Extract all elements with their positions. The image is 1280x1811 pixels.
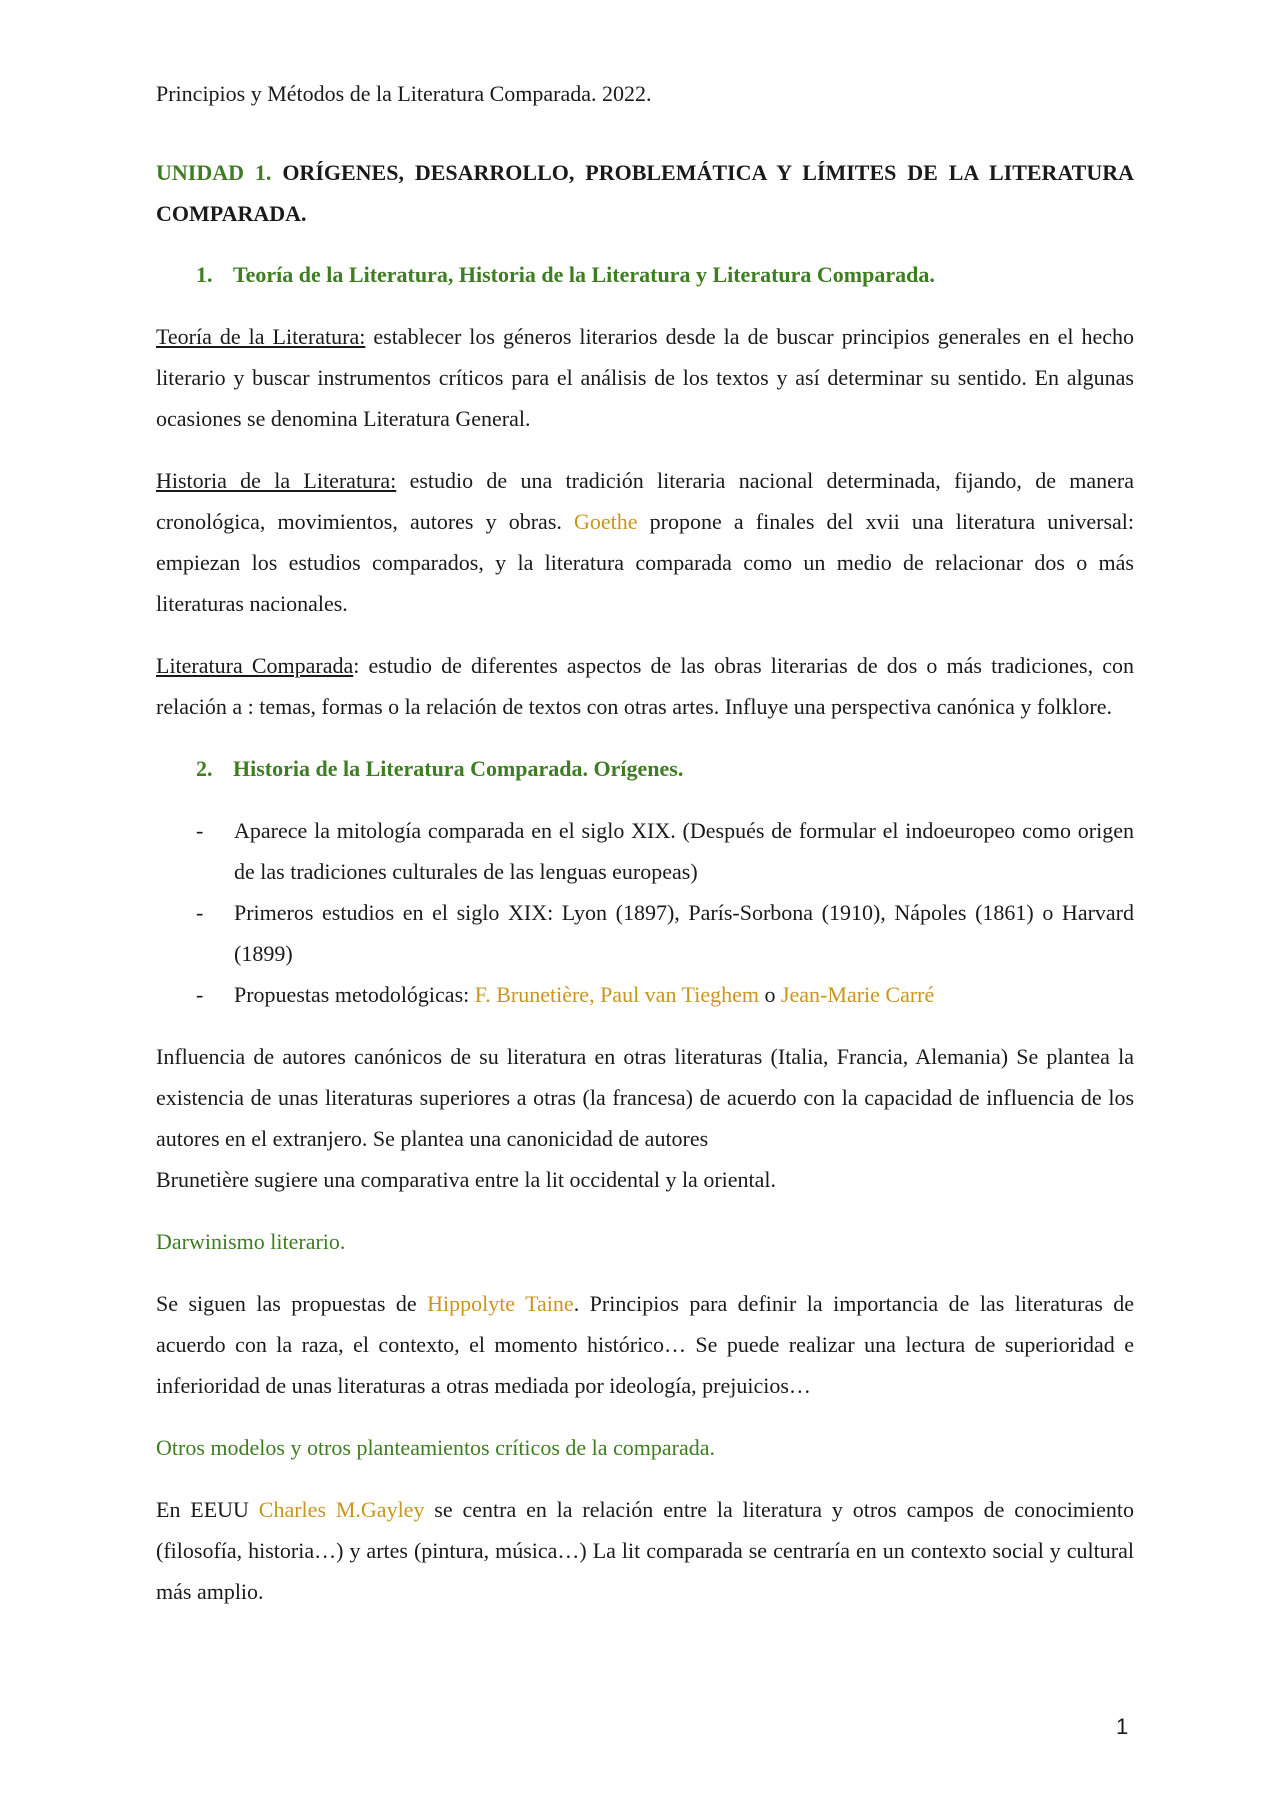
text-historia-1: estudio de una tradición literaria nacional determinada, fijando, de manera cronológica, movimientos, autores y obras. bbox=[156, 468, 1134, 534]
section-2-heading bbox=[196, 748, 1134, 789]
term-teoria: Teoría de la Literatura: bbox=[156, 324, 366, 349]
list-item-text: Propuestas metodológicas: bbox=[234, 982, 475, 1007]
text-gayley-2: se centra en la relación entre la literatura y otros campos de conocimiento (filosofía, historia…) y artes (pintura, música…) La lit comparada se centraría en un contexto social y cultural más amplio. bbox=[156, 1497, 1135, 1604]
paragraph-gayley bbox=[156, 1489, 1134, 1612]
list-item bbox=[156, 974, 1134, 1015]
list-item-text: Aparece la mitología comparada en el siglo XIX. (Después de formular el indoeuropeo como origen de las tradiciones culturales de las lenguas europeas) bbox=[234, 818, 1134, 884]
list-item-text: Primeros estudios en el siglo XIX: Lyon (1897), París-Sorbona (1910), Nápoles (1861) o Harvard (1899) bbox=[234, 900, 1134, 966]
text-influencia-1: Influencia de autores canónicos de su literatura en otras literaturas (Italia, Francia, Alemania) Se plantea la existencia de unas literaturas superiores a otras (la francesa) de acuerdo con la capacidad de influencia de los autores en el extranjero. Se plantea una canonicidad de autores bbox=[156, 1044, 1134, 1151]
text-comparada: : estudio de diferentes aspectos de las obras literarias de dos o más tradiciones, con relación a : temas, formas o la relación de textos con otras artes. Influye una perspectiva canónica y folklore. bbox=[156, 653, 1134, 719]
section-1-number: 1. bbox=[196, 262, 213, 287]
paragraph-influencia bbox=[156, 1036, 1134, 1159]
unit-label: UNIDAD 1. bbox=[156, 160, 272, 185]
text-taine-1: Se siguen las propuestas de bbox=[156, 1291, 428, 1316]
page-number: 1 bbox=[1116, 1714, 1129, 1739]
unit-title-text: ORÍGENES, DESARROLLO, PROBLEMÁTICA Y LÍMITES DE LA LITERATURA COMPARADA. bbox=[156, 160, 1135, 226]
text-teoria: establecer los géneros literarios desde la de buscar principios generales en el hecho literario y buscar instrumentos críticos para el análisis de los textos y así determinar su sentido. En algunas ocasiones se denomina Literatura General. bbox=[156, 324, 1134, 431]
term-comparada: Literatura Comparada bbox=[156, 653, 354, 678]
paragraph-taine bbox=[156, 1283, 1134, 1406]
list-item bbox=[156, 892, 1134, 974]
text-gayley-1: En EEUU bbox=[156, 1497, 259, 1522]
paragraph-comparada bbox=[156, 645, 1134, 727]
origins-list bbox=[156, 810, 1134, 1015]
subheading-otros-modelos: Otros modelos y otros planteamientos críticos de la comparada. bbox=[156, 1435, 716, 1460]
name-goethe: Goethe bbox=[574, 509, 638, 534]
paragraph-teoria bbox=[156, 316, 1134, 439]
paragraph-brunetiere bbox=[156, 1159, 1134, 1200]
bullet-dash: - bbox=[196, 900, 204, 925]
names-brunetiere-tieghem: F. Brunetière, Paul van Tieghem bbox=[474, 982, 759, 1007]
page-content bbox=[156, 152, 1134, 1633]
text-historia-2: propone a finales del xvii una literatura universal: empiezan los estudios comparados, y la literatura comparada como un medio de relacionar dos o más literaturas nacionales. bbox=[156, 509, 1135, 616]
name-gayley: Charles M.Gayley bbox=[258, 1497, 425, 1522]
text-influencia-2: Brunetière sugiere una comparativa entre la lit occidental y la oriental. bbox=[156, 1167, 777, 1192]
text-taine-2: . Principios para definir la importancia de las literaturas de acuerdo con la raza, el contexto, el momento histórico… Se puede realizar una lectura de superioridad e inferioridad de unas literaturas a otras mediada por ideología, prejuicios… bbox=[156, 1291, 1134, 1398]
bullet-dash: - bbox=[196, 818, 204, 843]
section-1-heading bbox=[196, 254, 1134, 295]
list-item bbox=[156, 810, 1134, 892]
conjunction: o bbox=[758, 982, 781, 1007]
section-2-title: Historia de la Literatura Comparada. Orígenes. bbox=[233, 756, 684, 781]
name-carre: Jean-Marie Carré bbox=[780, 982, 935, 1007]
page-header: Principios y Métodos de la Literatura Comparada. 2022. bbox=[156, 81, 652, 106]
term-historia: Historia de la Literatura: bbox=[156, 468, 397, 493]
name-taine: Hippolyte Taine bbox=[427, 1291, 574, 1316]
bullet-dash: - bbox=[196, 982, 204, 1007]
subheading-darwinismo: Darwinismo literario. bbox=[156, 1229, 346, 1254]
unit-title bbox=[156, 152, 1134, 234]
paragraph-historia bbox=[156, 460, 1134, 624]
section-2-number: 2. bbox=[196, 756, 213, 781]
section-1-title: Teoría de la Literatura, Historia de la Literatura y Literatura Comparada. bbox=[233, 262, 935, 287]
